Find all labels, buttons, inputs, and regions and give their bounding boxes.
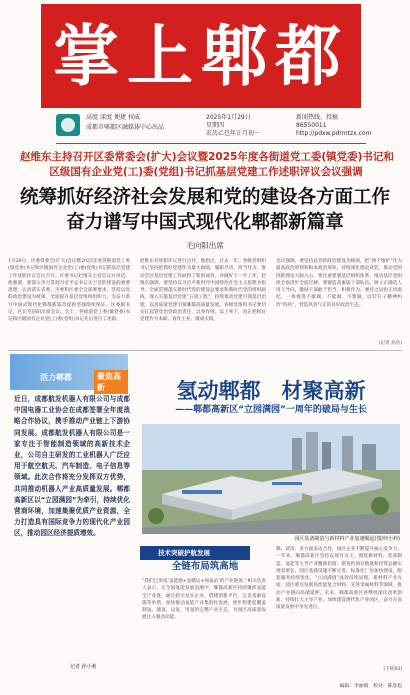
feature-subtitle: ——郫都高新区“立园满园”一周年的破局与生长 <box>175 405 367 415</box>
headline-main-1: 统筹抓好经济社会发展和党的建设各方面工作 <box>19 187 390 208</box>
banner-label: 活力郫都 <box>40 373 72 382</box>
banner-flag: 聚焦高新 <box>94 370 128 394</box>
hotline-label: 新闻热线、投稿 <box>296 114 339 121</box>
headline-sub-2: 区级国有企业党(工)委(党组)书记抓基层党建工作述职评议会议强调 <box>49 166 363 178</box>
media-center-logo-icon <box>56 114 80 136</box>
feature-column-2: 郫、武清，多方面多边合作，园区企业不断提升核心竞争力。一年来，郫都高新区坚持以项目为王，围绕新材料、装备制造、氢能等主导产业精准招商，新签约项目数量和投资总额实现双增长。园区基础设施不断完善，标准化厂房加快建设，配套服务持续优化，“立园满园”成效持续显现。新材料产业方面，园区重点发展高性能复合材料、先进金属材料等领域，推动产业链向高端延伸。未来，郫都高新区将继续深化改革创新，持续壮大主导产业，加快建设现代化产业园区，奋力在高质量发展中争先进位。 <box>276 547 402 611</box>
slogan-1: 高度 <box>86 114 99 121</box>
slogan-4: 权威 <box>128 114 141 121</box>
headline-main-2: 奋力谱写中国式现代化郫都新篇章 <box>66 212 344 233</box>
continued-note: (下转03) <box>383 667 402 672</box>
left-story-text: 近日，成都航发机器人有限公司与成都中国电器工业协会在成都签署全年度战略合作协议，携手推动产业链上下游协同发展。成都航发机器人有限公司是一家专注于智能制造领域的高新技术企业，公司自主研发的工业机器人广泛应用于航空航天、汽车制造、电子信息等领域。此次合作将充分发挥双方优势，共同推动机器人产业高质量发展。郫都高新区以“立园满园”为牵引，持续优化营商环境，加速集聚优质产业资源，全力打造具有国际竞争力的现代化产业园区，推动园区经济提质增效。 <box>14 395 130 538</box>
feature-photo <box>142 424 400 534</box>
industrial-park-photo-illustration <box>142 424 400 534</box>
weekday: 星期四 <box>206 122 225 129</box>
submission-url: http://pdxw.pdrmtzx.com <box>296 130 372 137</box>
slogan-3: 便捷 <box>114 114 127 121</box>
section-banner <box>10 354 128 390</box>
hotline-number: 86550011 <box>296 122 327 129</box>
byline: 毛向阳出席 <box>186 241 224 250</box>
lunar-date: 农历乙巳年正月初一 <box>206 130 261 137</box>
feature-title: 氢动郫都 材聚高新 <box>176 379 366 403</box>
section-divider <box>8 350 402 351</box>
subsection-tag <box>140 546 270 574</box>
org-name: 成都市郫都区融媒体中心 <box>86 124 153 131</box>
article-author: (记者 孙浩) <box>378 341 402 346</box>
org-suffix: 出品 <box>152 124 165 131</box>
headline-sub-1: 赵维东主持召开区委常委会(扩大)会议暨2025年度各街道党工委(镇党委)书记和 <box>20 151 394 163</box>
subsection-tag-bottom: 全链布局筑高地 <box>171 561 239 572</box>
header-rule <box>56 143 366 144</box>
masthead <box>41 4 361 108</box>
slogan-2: 深度 <box>100 114 113 121</box>
issue-date: 2025年1月29日 <box>206 114 251 121</box>
editor-credits: 编辑：李丽娟 校对：陈彦松 <box>339 684 402 689</box>
masthead-title: 掌上郫都 <box>53 17 349 95</box>
article-column-1: 1月26日，区委常委会(扩大)会议暨2025年度各街道党工委(镇党委)书记和区级国有企业党(工)委(党组)书记抓基层党建工作述职评议会议召开。区委书记赵维东主持会议并讲话。他强调，要深入学习贯彻习近平总书记关于党的建设的重要思想，认真落实省委、市委和区委全会部署要求，坚持以党的政治建设为统领，全面提升基层党组织组织力，为奋力谱写中国式现代化郫都新篇章提供坚强组织保证。区委副书记、区长毛向阳出席会议。会上，各街道党工委(镇党委)书记和区级国有企业党(工)委(党组)书记先后进行了述职。 <box>8 259 130 323</box>
feature-column-1: “我们已形成‘氢能源+氢储运+加氢站’的产业链条。”相关负责人表示，在全国氢能发展浪潮中，郫都高新区持续聚焦氢能全产业链，通过招引龙头企业、搭建创新平台、完善基础设施等举措，加快推动氢能产业集群化发展，逐步构建起覆盖制氢、储氢、运氢、用氢的完整产业生态，为园区高质量发展注入强劲动能。 <box>142 579 266 621</box>
article-column-3: 会议强调，要坚持以党的政治建设为统领，把“两个维护”作为最高政治原则和根本政治规矩，持续深化理论武装，推动党的创新理论入脑入心。要注重建强基层组织体系，推动基层党组织全面进步全面过硬。要锻造高素质干部队伍，树立正确选人用人导向，激励干部敢于担当、积极作为。要持之以恒正风肃纪，一体推进不敢腐、不能腐、不想腐，以钉钉子精神纠治“四风”，营造风清气正的良好政治生态。 <box>276 259 402 308</box>
subsection-tag-top: 技术突破护航发展 <box>140 546 250 560</box>
info-bar <box>56 112 372 140</box>
article-column-2: 赵维东对述职评议进行点评。他指出，过去一年，各级党组织书记坚持把抓好党建作为最大政绩，履职尽责、担当作为，推动全区基层党建工作取得了新的成效。对做好下一步工作，赵维东强调，要坚持以习近平新时代中国特色社会主义思想为指导，全面贯彻落实新时代党的建设总要求和新时代党的组织路线，深入实施基层党建“五项工程”，持续推动党建引领基层治理，以高质量党建引领郫都高质量发展。各级党组织书记要切实扛起管党治党政治责任，以身作则、以上率下，真正把抓好党建作为本职、看作主业、做成实绩。 <box>140 259 266 323</box>
left-story-author: 记者 孙小莉 <box>70 664 97 670</box>
photo-caption: 园区装备制造与新材料产业加速崛起(图/何小莉) <box>294 536 400 542</box>
